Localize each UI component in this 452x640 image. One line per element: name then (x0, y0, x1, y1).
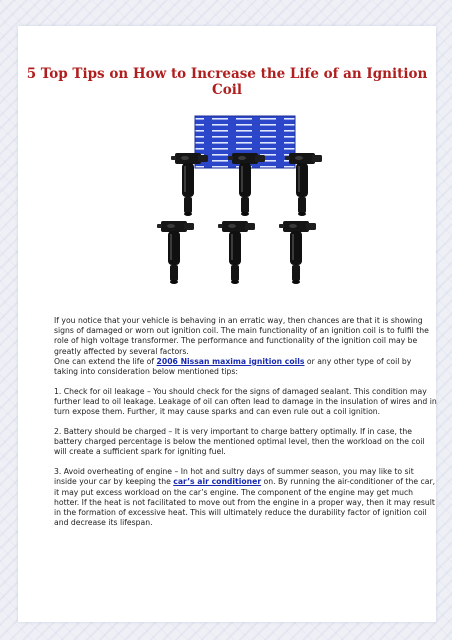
ignition-coils-illustration (138, 98, 352, 308)
air-conditioner-link[interactable]: car’s air conditioner (173, 477, 262, 487)
tip-1: 1. Check for oil leakage – You should check for the signs of damaged sealant. This condition may further lead to oil leakage. Leakage of oil can often lead to damage in the insulation of wires and in turn expose them. Further, it may cause sparks and can even rule out a coil ignition. (54, 386, 437, 417)
tip-3-text-tail: on. By running the air-conditioner of the car, it may put excess workload on the car’s engine. The component of the engine may get much hotter. If the heat is not facilitated to move out from the engine in a proper way, then it may result in the formation of excessive heat. This will ultimately reduce the durability factor of ignition coil and decrease its lifespan. (54, 477, 436, 528)
page-title: 5 Top Tips on How to Increase the Life of an Ignition Coil (26, 66, 428, 98)
nissan-ignition-coils-link[interactable]: 2006 Nissan maxima ignition coils (156, 356, 305, 366)
tip-2: 2. Battery should be charged – It is very important to charge battery optimally. If in case, the battery charged percentage is below the mentioned optimal level, then the workload on the coil will create a sufficient spark for igniting fuel. (54, 427, 425, 457)
intro-text-tail: or any other type of coil by taking into consideration below mentioned tips: (54, 356, 412, 377)
intro-text-lead: One can extend the life of (54, 356, 157, 366)
intro-paragraph (54, 316, 437, 377)
document-page (18, 26, 436, 622)
tip-3-text-lead: 3. Avoid overheating of engine – In hot and sultry days of summer season, you may like to sit inside your car by keeping the (54, 467, 414, 487)
tip-3 (54, 467, 437, 528)
intro-text: If you notice that your vehicle is behaving in an erratic way, then chances are that it is showing signs of damaged or worn out ignition coil. The main functionality of an ignition coil is to fulfil the role of high voltage transformer. The performance and functionality of the ignition coil may be greatly affected by several factors. (54, 316, 429, 356)
article-body (54, 316, 437, 538)
ignition-coils-photo (138, 98, 352, 308)
